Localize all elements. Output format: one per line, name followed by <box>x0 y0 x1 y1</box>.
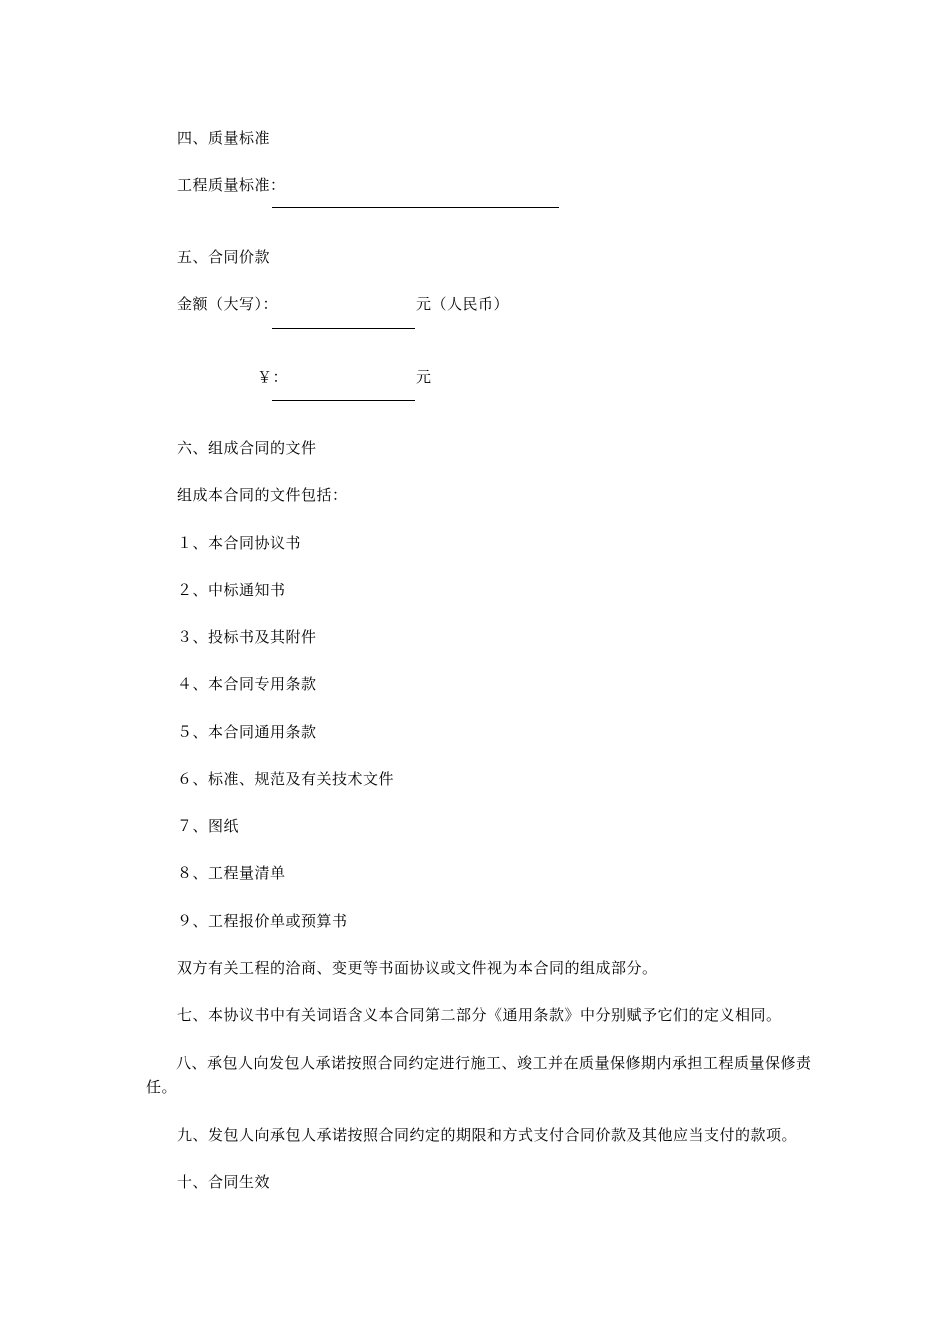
section8-paragraph: 八、承包人向发包人承诺按照合同约定进行施工、竣工并在质量保修期内承担工程质量保修责任。 <box>146 1054 812 1096</box>
quality-standard-label: 工程质量标准： <box>177 176 286 194</box>
amount-yen-blank-line <box>272 400 415 401</box>
document-list-item: ９、工程报价单或预算书 <box>177 912 348 930</box>
section5-heading: 五、合同价款 <box>177 248 271 266</box>
section9-paragraph: 九、发包人向承包人承诺按照合同约定的期限和方式支付合同价款及其他应当支付的款项。 <box>177 1126 798 1144</box>
section6-note: 双方有关工程的洽商、变更等书面协议或文件视为本合同的组成部分。 <box>177 959 658 977</box>
amount-words-blank-line <box>272 328 415 329</box>
document-list-item: ２、中标通知书 <box>177 581 286 599</box>
document-list-item: ５、本合同通用条款 <box>177 723 317 741</box>
document-list-item: ４、本合同专用条款 <box>177 675 317 693</box>
section7-paragraph: 七、本协议书中有关词语含义本合同第二部分《通用条款》中分别赋予它们的定义相同。 <box>177 1006 782 1024</box>
document-list-item: １、本合同协议书 <box>177 534 302 552</box>
section4-heading: 四、质量标准 <box>177 129 271 147</box>
amount-yen-label: ￥： <box>257 368 289 386</box>
section6-heading: 六、组成合同的文件 <box>177 439 317 457</box>
section10-heading: 十、合同生效 <box>177 1173 271 1191</box>
amount-yen-unit: 元 <box>416 368 432 386</box>
document-list-item: ７、图纸 <box>177 817 240 835</box>
section6-intro: 组成本合同的文件包括： <box>177 486 348 504</box>
document-list-item: ３、投标书及其附件 <box>177 628 317 646</box>
quality-standard-blank-line <box>272 207 559 208</box>
document-list-item: ８、工程量清单 <box>177 864 286 882</box>
document-list-item: ６、标准、规范及有关技术文件 <box>177 770 395 788</box>
amount-words-unit: 元（人民币） <box>416 295 510 313</box>
amount-words-label: 金额（大写）： <box>177 295 279 313</box>
